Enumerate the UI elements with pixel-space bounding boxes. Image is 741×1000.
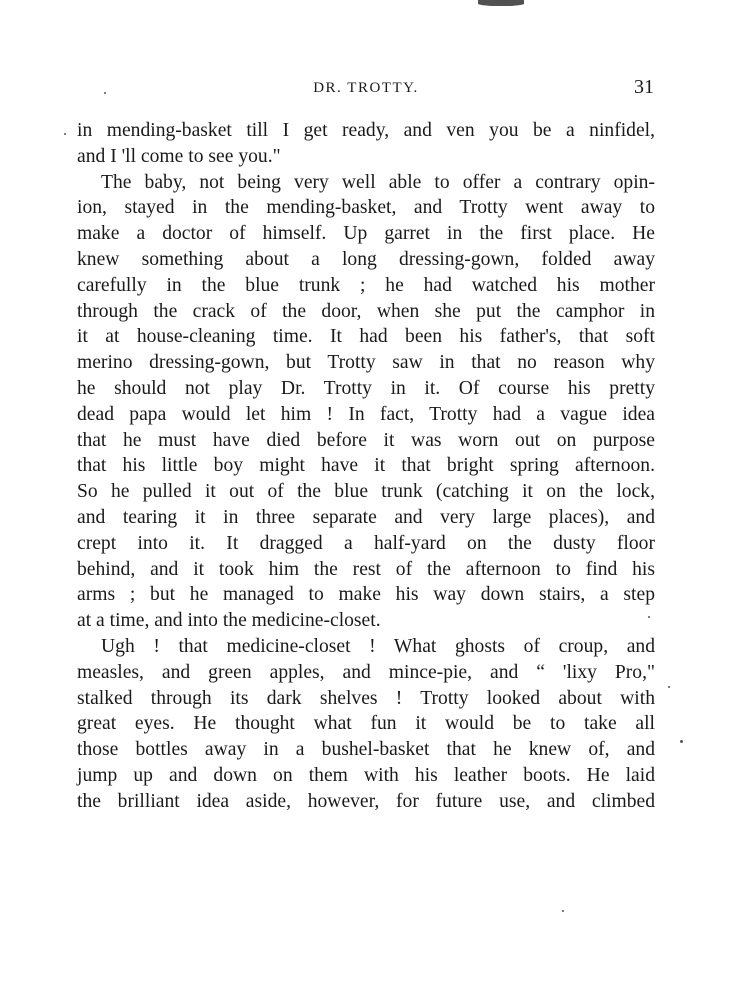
page-number: 31 bbox=[634, 76, 654, 98]
text-line: at a time, and into the medicine-closet. bbox=[77, 610, 381, 632]
text-line: he should not play Dr. Trotty in it. Of course his pretty bbox=[77, 377, 655, 399]
ink-speck bbox=[648, 616, 650, 618]
text-line: arms ; but he managed to make his way down stairs, a step bbox=[77, 584, 655, 606]
text-line: and I 'll come to see you." bbox=[77, 145, 281, 167]
text-line: knew something about a long dressing-gown, folded away bbox=[77, 248, 655, 270]
text-line: that his little boy might have it that bright spring afternoon. bbox=[77, 455, 655, 477]
text-line: carefully in the blue trunk ; he had watched his mother bbox=[77, 274, 655, 296]
text-line: in mending-basket till I get ready, and ven you be a ninfidel, bbox=[77, 120, 655, 141]
running-title: DR. TROTTY. bbox=[313, 80, 419, 96]
text-line: great eyes. He thought what fun it would be to take all bbox=[77, 713, 655, 735]
ink-speck bbox=[562, 910, 564, 912]
text-line: through the crack of the door, when she put the camphor in bbox=[77, 300, 655, 322]
ink-blot-mark bbox=[478, 0, 524, 6]
text-line: Ugh ! that medicine-closet ! What ghosts of croup, and bbox=[101, 635, 655, 657]
ink-speck bbox=[668, 686, 670, 688]
ink-speck bbox=[104, 92, 106, 94]
text-line: So he pulled it out of the blue trunk (catching it on the lock, bbox=[77, 481, 655, 503]
text-line: jump up and down on them with his leather boots. He laid bbox=[77, 764, 655, 786]
text-line: those bottles away in a bushel-basket that he knew of, and bbox=[77, 739, 655, 761]
text-line: that he must have died before it was worn out on purpose bbox=[77, 429, 655, 451]
text-line: the brilliant idea aside, however, for future use, and climbed bbox=[77, 790, 655, 812]
body-text bbox=[77, 118, 655, 815]
text-line: measles, and green apples, and mince-pie, and “ 'lixy Pro," bbox=[77, 661, 655, 683]
text-line: behind, and it took him the rest of the afternoon to find his bbox=[77, 558, 655, 580]
text-line: ion, stayed in the mending-basket, and Trotty went away to bbox=[77, 197, 655, 219]
page-header bbox=[78, 76, 654, 102]
text-line: crept into it. It dragged a half-yard on the dusty floor bbox=[77, 532, 655, 554]
ink-speck bbox=[64, 133, 66, 135]
text-line: stalked through its dark shelves ! Trotty looked about with bbox=[77, 687, 655, 709]
text-line: dead papa would let him ! In fact, Trotty had a vague idea bbox=[77, 403, 655, 425]
text-line: make a doctor of himself. Up garret in the first place. He bbox=[77, 223, 655, 245]
text-line: it at house-cleaning time. It had been his father's, that soft bbox=[77, 326, 655, 348]
text-line: The baby, not being very well able to offer a contrary opin- bbox=[101, 171, 655, 193]
text-line: and tearing it in three separate and very large places), and bbox=[77, 506, 655, 528]
ink-speck bbox=[680, 740, 683, 743]
text-line: merino dressing-gown, but Trotty saw in that no reason why bbox=[77, 352, 655, 374]
